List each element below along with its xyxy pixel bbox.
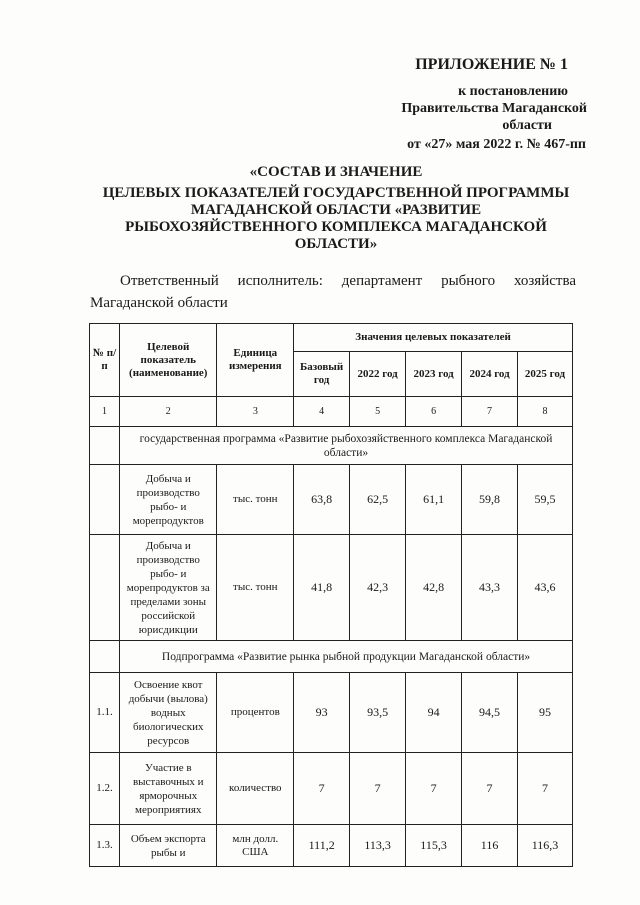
- document-title: [96, 164, 576, 253]
- title-line-1: «СОСТАВ И ЗНАЧЕНИЕ: [249, 164, 423, 180]
- title-line-5: ОБЛАСТИ»: [294, 236, 378, 252]
- responsible-line-1: Ответственный исполнитель: департамент рыбного хозяйства: [120, 273, 576, 289]
- row-num: [90, 535, 120, 641]
- annex-title: ПРИЛОЖЕНИЕ № 1: [415, 56, 568, 73]
- row-value-base: 93: [294, 673, 350, 753]
- row-num: 1.2.: [90, 753, 120, 825]
- header-base-year: Базовый год: [294, 352, 350, 397]
- index-cell: 3: [217, 397, 294, 427]
- title-line-4: РЫБОХОЗЯЙСТВЕННОГО КОМПЛЕКСА МАГАДАНСКОЙ: [125, 219, 547, 235]
- row-value-2024: 116: [462, 825, 518, 867]
- row-unit: тыс. тонн: [217, 465, 294, 535]
- row-value-2023: 61,1: [406, 465, 462, 535]
- index-cell: 6: [406, 397, 462, 427]
- header-2023: 2023 год: [406, 352, 462, 397]
- header-num: № п/п: [90, 324, 120, 397]
- row-indicator: Объем экспорта рыбы и: [120, 825, 217, 867]
- annex-date: от «27» мая 2022 г. № 467-пп: [407, 137, 586, 152]
- table-row: [90, 753, 573, 825]
- program-row: [90, 427, 573, 465]
- subprogram-num-cell: [90, 641, 120, 673]
- annex-region: области: [502, 118, 552, 133]
- row-value-2022: 42,3: [350, 535, 406, 641]
- index-cell: 5: [350, 397, 406, 427]
- row-value-2025: 43,6: [518, 535, 573, 641]
- row-value-2022: 62,5: [350, 465, 406, 535]
- row-indicator: Освоение квот добычи (вылова) водных биологических ресурсов: [120, 673, 217, 753]
- row-indicator: Добыча и производство рыбо- и морепродуктов: [120, 465, 217, 535]
- indicators-table: [89, 323, 573, 867]
- row-value-2023: 7: [406, 753, 462, 825]
- row-value-2024: 59,8: [462, 465, 518, 535]
- subprogram-row: [90, 641, 573, 673]
- row-unit: количество: [217, 753, 294, 825]
- row-unit: процентов: [217, 673, 294, 753]
- annex-government: Правительства Магаданской: [401, 101, 587, 116]
- table-row: [90, 465, 573, 535]
- row-indicator: Участие в выставочных и ярморочных мероприятиях: [120, 753, 217, 825]
- program-num-cell: [90, 427, 120, 465]
- row-num: 1.1.: [90, 673, 120, 753]
- row-value-2024: 43,3: [462, 535, 518, 641]
- row-unit: тыс. тонн: [217, 535, 294, 641]
- row-unit: млн долл. США: [217, 825, 294, 867]
- row-value-base: 111,2: [294, 825, 350, 867]
- index-cell: 8: [518, 397, 573, 427]
- index-cell: 7: [462, 397, 518, 427]
- row-value-2022: 93,5: [350, 673, 406, 753]
- row-value-base: 41,8: [294, 535, 350, 641]
- row-value-2024: 94,5: [462, 673, 518, 753]
- header-2024: 2024 год: [462, 352, 518, 397]
- row-value-2022: 113,3: [350, 825, 406, 867]
- index-cell: 4: [294, 397, 350, 427]
- row-value-2024: 7: [462, 753, 518, 825]
- title-line-2: ЦЕЛЕВЫХ ПОКАЗАТЕЛЕЙ ГОСУДАРСТВЕННОЙ ПРОГРАММЫ: [102, 185, 570, 201]
- row-value-2025: 116,3: [518, 825, 573, 867]
- table-row: [90, 673, 573, 753]
- index-row: [90, 397, 573, 427]
- table-row: [90, 535, 573, 641]
- row-value-2023: 42,8: [406, 535, 462, 641]
- header-2025: 2025 год: [518, 352, 573, 397]
- header-indicator: Целевой показатель (наименование): [120, 324, 217, 397]
- header-unit: Единица измерения: [217, 324, 294, 397]
- row-value-2025: 95: [518, 673, 573, 753]
- title-line-3: МАГАДАНСКОЙ ОБЛАСТИ «РАЗВИТИЕ: [190, 202, 482, 218]
- program-title: государственная программа «Развитие рыбохозяйственного комплекса Магаданской области»: [120, 427, 573, 465]
- responsible-executor: [90, 270, 576, 314]
- row-value-2023: 115,3: [406, 825, 462, 867]
- annex-resolution-label: к постановлению: [458, 84, 568, 99]
- row-value-2025: 59,5: [518, 465, 573, 535]
- row-value-2023: 94: [406, 673, 462, 753]
- row-indicator: Добыча и производство рыбо- и морепродуктов за пределами зоны российской юрисдикции: [120, 535, 217, 641]
- subprogram-title: Подпрограмма «Развитие рынка рыбной продукции Магаданской области»: [120, 641, 573, 673]
- table-row: [90, 825, 573, 867]
- index-cell: 1: [90, 397, 120, 427]
- responsible-line-2: Магаданской области: [90, 295, 228, 311]
- row-value-2025: 7: [518, 753, 573, 825]
- row-value-base: 7: [294, 753, 350, 825]
- row-num: [90, 465, 120, 535]
- row-value-base: 63,8: [294, 465, 350, 535]
- header-2022: 2022 год: [350, 352, 406, 397]
- row-num: 1.3.: [90, 825, 120, 867]
- header-values: Значения целевых показателей: [294, 324, 573, 352]
- row-value-2022: 7: [350, 753, 406, 825]
- index-cell: 2: [120, 397, 217, 427]
